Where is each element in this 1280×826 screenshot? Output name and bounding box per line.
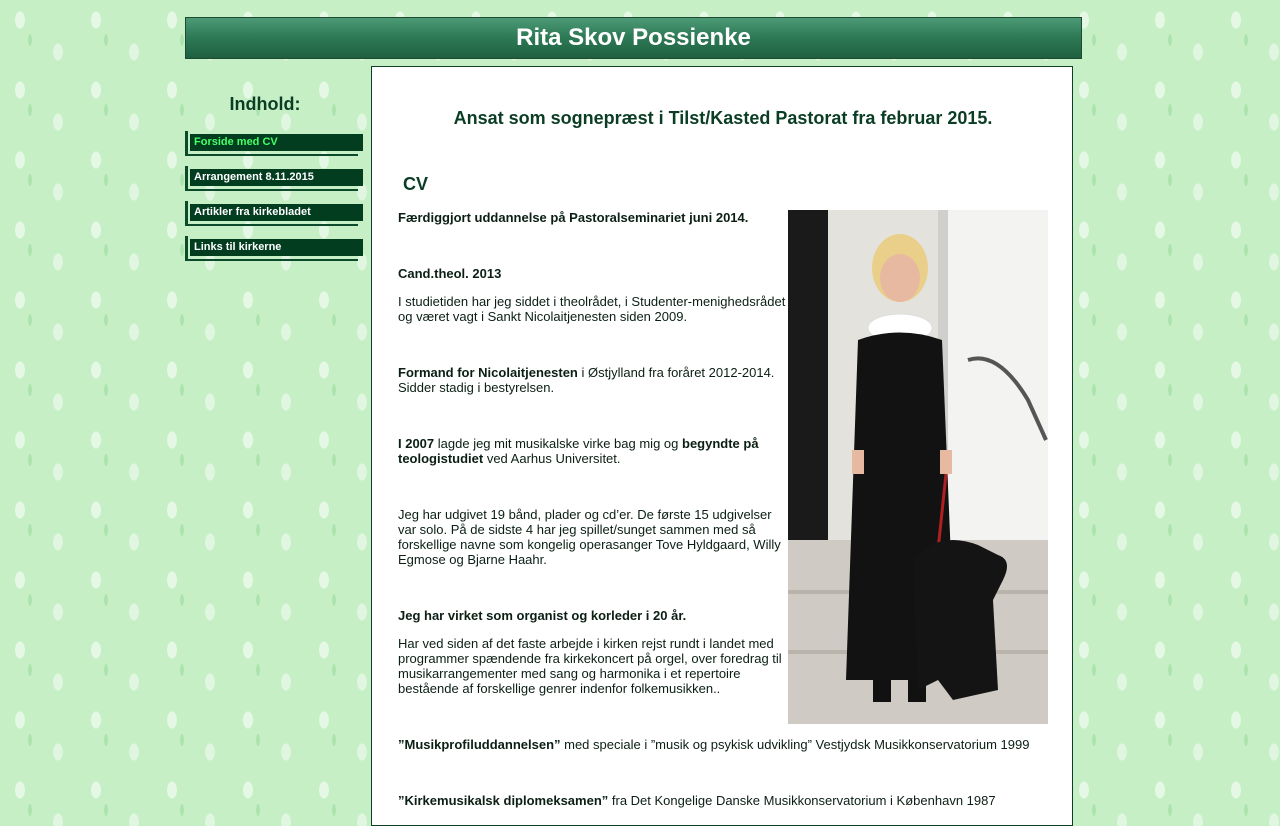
portrait-illustration <box>788 210 1048 724</box>
nav-label[interactable]: Artikler fra kirkebladet <box>190 204 363 221</box>
nav-links-til-kirkerne[interactable] <box>185 236 366 261</box>
cv-paragraph <box>398 793 1048 808</box>
site-title: Rita Skov Possienke <box>185 17 1082 59</box>
nav-forside-med-cv[interactable] <box>185 131 366 156</box>
cv-text: Cand.theol. 2013 <box>398 266 502 281</box>
nav-label[interactable]: Forside med CV <box>190 134 363 151</box>
cv-paragraph <box>398 365 788 395</box>
cv-text: Færdiggjort uddannelse på Pastoralseminariet juni 2014. <box>398 210 749 225</box>
cv-paragraph: Har ved siden af det faste arbejde i kirken rejst rundt i landet med programmer spændende fra kirkekoncert på orgel, over foredrag til musikarrangementer med sang og harmonika i et repertoire bestående af forskellige genrer indenfor folkemusikken.. <box>398 636 782 696</box>
cv-paragraph: I studietiden har jeg siddet i theolrådet, i Studenter-menighedsrådet og været vagt i Sankt Nicolaitjenesten siden 2009. <box>398 294 786 324</box>
nav-artikler[interactable] <box>185 201 366 226</box>
cv-text: ”Musikprofiluddannelsen” <box>398 737 561 752</box>
cv-paragraph <box>398 210 788 225</box>
cv-text: lagde jeg mit musikalske virke bag mig og <box>434 436 682 451</box>
intro-heading: Ansat som sognepræst i Tilst/Kasted Pastorat fra februar 2015. <box>453 108 993 128</box>
nav-underline <box>188 189 358 191</box>
cv-paragraph <box>398 608 788 623</box>
cv-text: I 2007 <box>398 436 435 451</box>
nav-underline <box>188 259 358 261</box>
cv-heading: CV <box>403 174 429 194</box>
nav-label[interactable]: Links til kirkerne <box>190 239 363 256</box>
sidebar-heading: Indhold: <box>229 94 301 114</box>
main-content <box>371 66 1073 826</box>
cv-text: fra Det Kongelige Danske Musikkonservatorium i København 1987 <box>608 793 996 808</box>
cv-paragraph <box>398 436 788 466</box>
cv-text: Jeg har virket som organist og korleder i 20 år. <box>398 608 687 623</box>
portrait-photo <box>788 210 1048 724</box>
cv-text: med speciale i ”musik og psykisk udvikling” Vestjydsk Musikkonservatorium 1999 <box>560 737 1030 752</box>
cv-paragraph <box>398 266 788 281</box>
cv-text: ved Aarhus Universitet. <box>483 451 621 466</box>
cv-paragraph: Jeg har udgivet 19 bånd, plader og cd’er. De første 15 udgivelser var solo. På de sidste 4 har jeg spillet/sunget sammen med så forskellige navne som kongelig operasanger Tove Hyldgaard, Willy Egmose og Bjarne Haahr. <box>398 507 781 567</box>
cv-paragraph <box>398 737 1048 752</box>
cv-text: Formand for Nicolaitjenesten <box>398 365 578 380</box>
nav-label[interactable]: Arrangement 8.11.2015 <box>190 169 363 186</box>
cv-text: i Østjylland fra foråret 2012-2014. Sidder stadig i bestyrelsen. <box>398 365 775 395</box>
nav-underline <box>188 224 358 226</box>
cv-text: ”Kirkemusikalsk diplomeksamen” <box>398 793 609 808</box>
nav-arrangement[interactable] <box>185 166 366 191</box>
cv-text: begyndte på teologistudiet <box>398 436 759 466</box>
nav-underline <box>188 154 358 156</box>
